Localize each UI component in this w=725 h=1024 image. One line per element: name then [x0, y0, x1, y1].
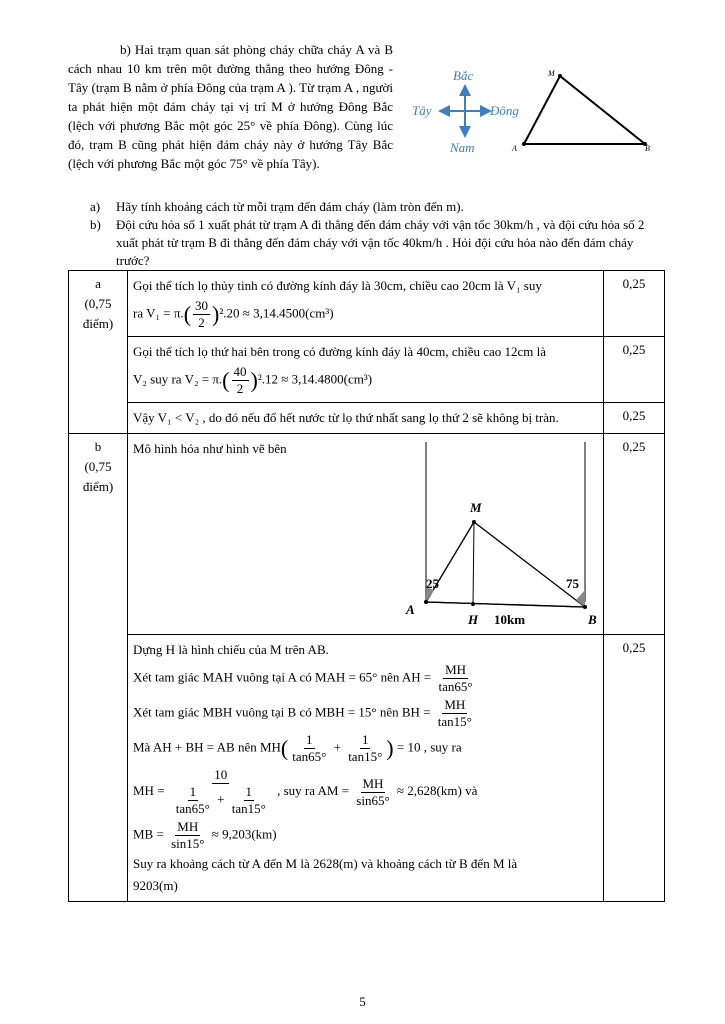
- fraction-numerator: 1: [245, 784, 253, 799]
- part-a-row3-score: 0,25: [604, 403, 665, 434]
- part-a-label: a: [95, 276, 101, 291]
- fraction-denominator: sin15°: [171, 836, 205, 851]
- solution-line-3: [133, 697, 598, 730]
- fraction: [354, 776, 391, 809]
- fraction-numerator: 1: [361, 732, 369, 747]
- compass-north-label: Bắc: [453, 68, 474, 83]
- line-text: Xét tam giác MAH vuông tại A có MAH = 65° nên AH =: [133, 669, 432, 685]
- fraction: [169, 819, 206, 852]
- fraction-numerator: 1: [306, 732, 313, 747]
- line-text: ≈ 2,628(km) và: [396, 782, 478, 798]
- model-label-ab: 10km: [494, 612, 526, 627]
- model-angle-a: 25: [426, 576, 439, 591]
- line-text: Xét tam giác MBH vuông tại B có MBH = 15° nên BH =: [133, 704, 431, 720]
- triangle-label-a: A: [512, 144, 517, 153]
- paren-right: ): [250, 367, 258, 393]
- page-number: 5: [359, 994, 366, 1009]
- question-a-text: Hãy tính khoảng cách từ mỗi trạm đến đám cháy (làm tròn đến m).: [116, 199, 464, 214]
- line-text: , suy ra AM =: [277, 782, 350, 798]
- formula-suffix: ².20 ≈ 3,14.4500(cm³): [219, 305, 334, 321]
- model-angle-b: 75: [566, 576, 579, 591]
- formula-suffix: ².12 ≈ 3,14.4800(cm³): [257, 371, 373, 387]
- solution-line-7: Suy ra khoảng cách từ A đến M là 2628(m) và khoảng cách từ B đến M là: [133, 856, 518, 871]
- fraction-denominator: sin65°: [356, 792, 390, 808]
- part-a-row1-text: Gọi thể tích lọ thủy tinh có đường kính đáy là 30cm, chiều cao 20cm là V₁ suy: [133, 278, 542, 293]
- triangle-model-diagram: [398, 442, 598, 632]
- model-label-a: A: [406, 602, 415, 617]
- part-b-model-text: Mô hình hóa như hình vẽ bên: [133, 441, 287, 456]
- part-a-points: (0,75 điểm): [82, 296, 114, 331]
- part-a-row3-text: Vậy V₁ < V₂ , do đó nếu đổ hết nước từ lọ thứ nhất sang lọ thứ 2 sẽ không bị tràn.: [133, 410, 559, 425]
- part-b-model-content: [128, 434, 604, 635]
- model-label-b: B: [588, 612, 597, 627]
- part-a-row1-formula: [133, 298, 598, 331]
- question-b-label: b): [90, 217, 101, 232]
- table-row: [69, 434, 665, 635]
- part-b-cell: [69, 434, 128, 902]
- fraction-numerator: 10: [214, 767, 228, 782]
- part-a-row1-content: [128, 271, 604, 337]
- table-row: [69, 271, 665, 337]
- fraction-denominator: tan65°: [438, 679, 473, 694]
- fraction-denominator: 2: [198, 315, 205, 330]
- line-text: ≈ 9,203(km): [211, 826, 277, 842]
- formula-prefix: ra V₁ = π.: [133, 305, 184, 321]
- compass-south-label: Nam: [450, 140, 475, 155]
- paren-left: (: [183, 301, 192, 327]
- triangle-label-b: B: [645, 144, 650, 153]
- question-a: [90, 198, 655, 216]
- part-a-row1-score: 0,25: [604, 271, 665, 337]
- line-text: MB =: [133, 826, 164, 842]
- fraction: [290, 732, 328, 765]
- question-b: [90, 216, 655, 270]
- compass-west-label: Tây: [412, 103, 432, 118]
- part-b-solution-content: [128, 635, 604, 902]
- formula-prefix: V₂ suy ra V₂ = π.: [133, 371, 223, 387]
- part-a-row2-content: [128, 337, 604, 403]
- line-text: Mà AH + BH = AB nên MH: [133, 739, 281, 755]
- part-b-model-score: 0,25: [604, 434, 665, 635]
- fraction-numerator: 30: [195, 298, 209, 313]
- fraction: [230, 784, 268, 817]
- question-a-label: a): [90, 199, 101, 214]
- table-row: [69, 337, 665, 403]
- compass-east-label: Đông: [490, 103, 519, 118]
- question-list: [90, 198, 655, 270]
- line-text: MH =: [133, 782, 165, 798]
- part-a-row3-content: [128, 403, 604, 434]
- part-b-label: b: [94, 439, 102, 454]
- solution-line-4: Mà AH + BH = AB nên MH( $\frac{1}{\tan 65^\circ}$ + $\frac{1}{\tan 15^\circ}$ ) = 10 , suy ra: [133, 732, 462, 764]
- fraction: [436, 697, 474, 730]
- part-a-row2-score: 0,25: [604, 337, 665, 403]
- solution-line-5: [133, 767, 598, 817]
- problem-intro: [68, 40, 393, 173]
- paren-left: (: [280, 735, 289, 761]
- fraction-denominator: $\frac{1}{\tan 65^\circ}$ + $\frac{1}{\tan 15^\circ}$: [175, 784, 266, 816]
- fraction-denominator: tan15°: [437, 714, 472, 729]
- paren-right: ): [212, 301, 220, 327]
- line-text: = 10 , suy ra: [396, 739, 462, 755]
- fraction: [346, 732, 384, 765]
- solution-line-2: [133, 662, 598, 695]
- fraction: [174, 784, 212, 817]
- fraction-denominator: tan15°: [348, 749, 383, 764]
- fraction-numerator: 1: [189, 784, 197, 799]
- fraction: [170, 767, 272, 817]
- part-a-row2-formula: [133, 364, 598, 397]
- solution-line-1: Dựng H là hình chiếu của M trên AB.: [133, 642, 329, 657]
- solution-table: [68, 270, 665, 902]
- fraction-numerator: MH: [445, 662, 467, 677]
- fraction: [193, 298, 210, 331]
- part-a-cell: [69, 271, 128, 434]
- part-b-solution-score: 0,25: [604, 635, 665, 902]
- fraction-denominator: tan15°: [231, 801, 266, 816]
- part-a-row2-text: Gọi thể tích lọ thứ hai bên trong có đường kính đáy là 40cm, chiều cao 12cm là: [133, 344, 547, 359]
- paren-left: (: [222, 367, 230, 393]
- solution-line-6: [133, 819, 598, 852]
- problem-paragraph: b) Hai trạm quan sát phòng cháy chữa cháy A và B cách nhau 10 km trên một đường thẳng theo hướng Đông - Tây (trạm B nằm ở phía Đông của trạm A ). Từ trạm A , người ta phát hiện một đám cháy tại vị trí M ở hướng Đông Bắc (lệch với phương Bắc một góc 25° về phía Đông). Cùng lúc đó, trạm B cũng phát hiện đám cháy này ở hướng Tây Bắc (lệch với phương Bắc một góc 75° về phía Tây).: [68, 42, 393, 171]
- triangle-label-m: M: [548, 69, 555, 78]
- question-b-text: Đội cứu hỏa số 1 xuất phát từ trạm A đi thẳng đến đám cháy với vận tốc 30km/h , và đội cứu hỏa số 2 xuất phát từ trạm B đi thẳng đến đám cháy với vận tốc 40km/h . Hỏi đội cứu hỏa nào đến đám cháy trước?: [116, 217, 645, 268]
- paren-right: ): [386, 735, 394, 761]
- fraction-denominator: 2: [236, 381, 244, 396]
- fraction-numerator: 40: [233, 364, 247, 379]
- fraction: [437, 662, 475, 695]
- fraction-numerator: MH: [177, 819, 199, 834]
- fraction: [232, 364, 249, 397]
- table-row: [69, 403, 665, 434]
- solution-line-8: 9203(m): [133, 878, 178, 893]
- table-row: [69, 635, 665, 902]
- model-label-m: M: [470, 500, 482, 515]
- fraction-denominator: tan65°: [175, 801, 210, 816]
- fraction-numerator: MH: [362, 775, 384, 791]
- fraction-numerator: MH: [444, 697, 466, 712]
- model-label-h: H: [468, 612, 479, 627]
- part-b-points: (0,75 điểm): [82, 459, 114, 494]
- triangle-diagram: [500, 66, 665, 156]
- fraction-denominator: tan65°: [292, 749, 327, 764]
